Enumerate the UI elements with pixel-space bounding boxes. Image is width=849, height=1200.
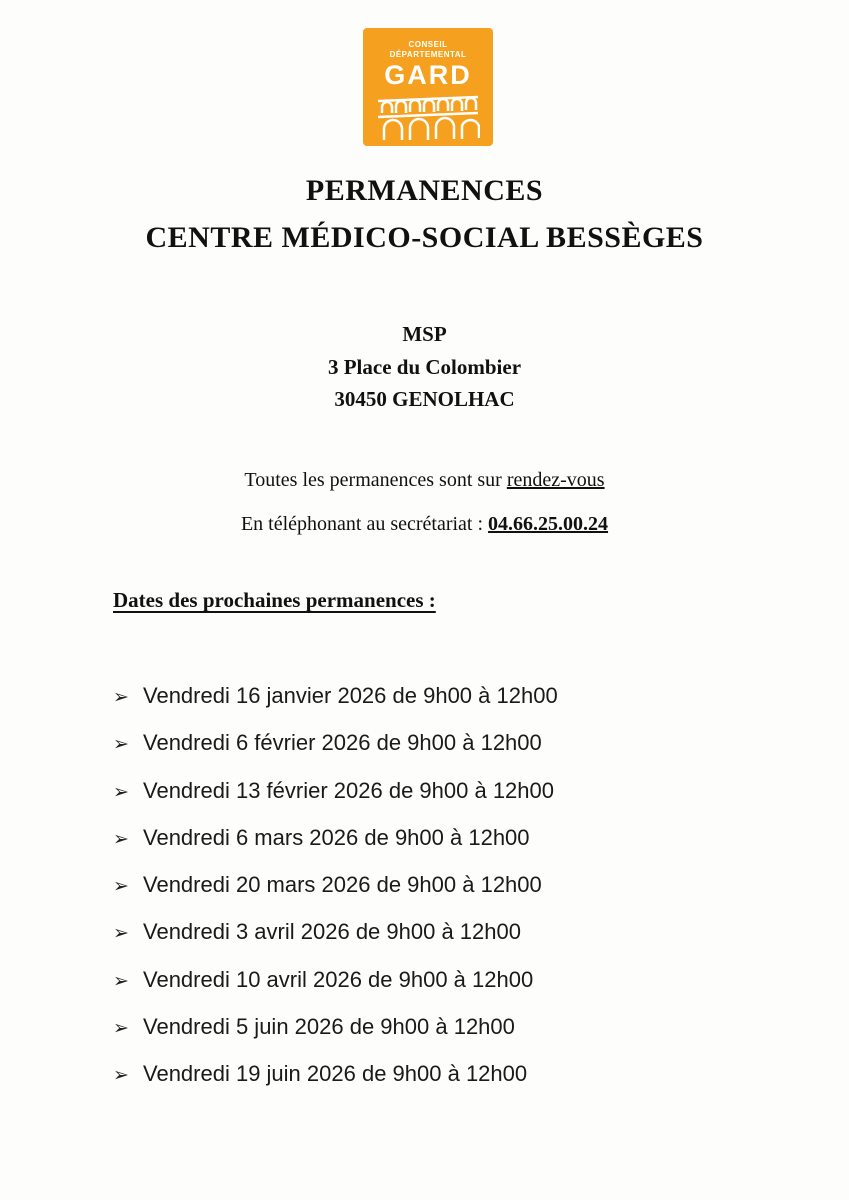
date-text: Vendredi 20 mars 2026 de 9h00 à 12h00: [143, 872, 542, 897]
date-text: Vendredi 6 mars 2026 de 9h00 à 12h00: [143, 824, 530, 850]
list-item: [113, 1013, 753, 1041]
date-text: Vendredi 19 juin 2026 de 9h00 à 12h00: [143, 1061, 528, 1086]
pont-du-gard-aqueduct-icon: [376, 95, 480, 146]
phone-number: 04.66.25.00.24: [488, 513, 609, 535]
list-item: [113, 824, 753, 852]
dates-list: [113, 682, 753, 1107]
page-title-line1: PERMANENCES: [305, 174, 544, 207]
date-text: Vendredi 16 janvier 2026 de 9h00 à 12h00: [143, 683, 558, 708]
arrow-bullet-icon: ➢: [113, 876, 129, 897]
title-block: [0, 168, 849, 261]
logo-line1: CONSEIL: [408, 40, 448, 49]
logo-gard-text: GARD: [384, 60, 472, 90]
arrow-bullet-icon: ➢: [113, 828, 129, 850]
arrow-bullet-icon: ➢: [113, 687, 129, 708]
arrow-bullet-icon: ➢: [113, 781, 129, 803]
date-text: Vendredi 3 avril 2026 de 9h00 à 12h00: [143, 919, 521, 945]
date-text: Vendredi 13 février 2026 de 9h00 à 12h00: [143, 777, 554, 803]
phone-notice: [0, 502, 849, 546]
arrow-bullet-icon: ➢: [113, 1065, 129, 1086]
list-item: [113, 1060, 753, 1088]
list-item: [113, 918, 753, 946]
gard-logo: [363, 28, 493, 146]
list-item: [113, 966, 753, 994]
page-title-line2: CENTRE MÉDICO-SOCIAL BESSÈGES: [145, 220, 704, 254]
dates-section-heading: Dates des prochaines permanences :: [113, 588, 436, 612]
list-item: [113, 777, 753, 805]
list-item: [113, 871, 753, 899]
date-text: Vendredi 5 juin 2026 de 9h00 à 12h00: [143, 1013, 515, 1039]
date-text: Vendredi 10 avril 2026 de 9h00 à 12h00: [143, 966, 534, 992]
info-block: [0, 458, 849, 546]
appointment-notice: [0, 458, 849, 502]
appointment-notice-text: Toutes les permanences sont sur: [244, 469, 507, 491]
address-city: 30450 GENOLHAC: [334, 387, 515, 412]
list-item: [113, 729, 753, 757]
arrow-bullet-icon: ➢: [113, 734, 129, 756]
address-street: 3 Place du Colombier: [327, 354, 522, 379]
arrow-bullet-icon: ➢: [113, 970, 129, 992]
phone-notice-text: En téléphonant au secrétariat :: [240, 513, 489, 535]
address-name: MSP: [402, 322, 447, 346]
arrow-bullet-icon: ➢: [113, 923, 129, 945]
arrow-bullet-icon: ➢: [113, 1017, 129, 1039]
address-block: [0, 318, 849, 416]
list-item: [113, 682, 753, 710]
logo-line2: DÉPARTEMENTAL: [389, 50, 467, 59]
rendez-vous-underlined: rendez-vous: [506, 469, 605, 491]
date-text: Vendredi 6 février 2026 de 9h00 à 12h00: [143, 730, 542, 756]
